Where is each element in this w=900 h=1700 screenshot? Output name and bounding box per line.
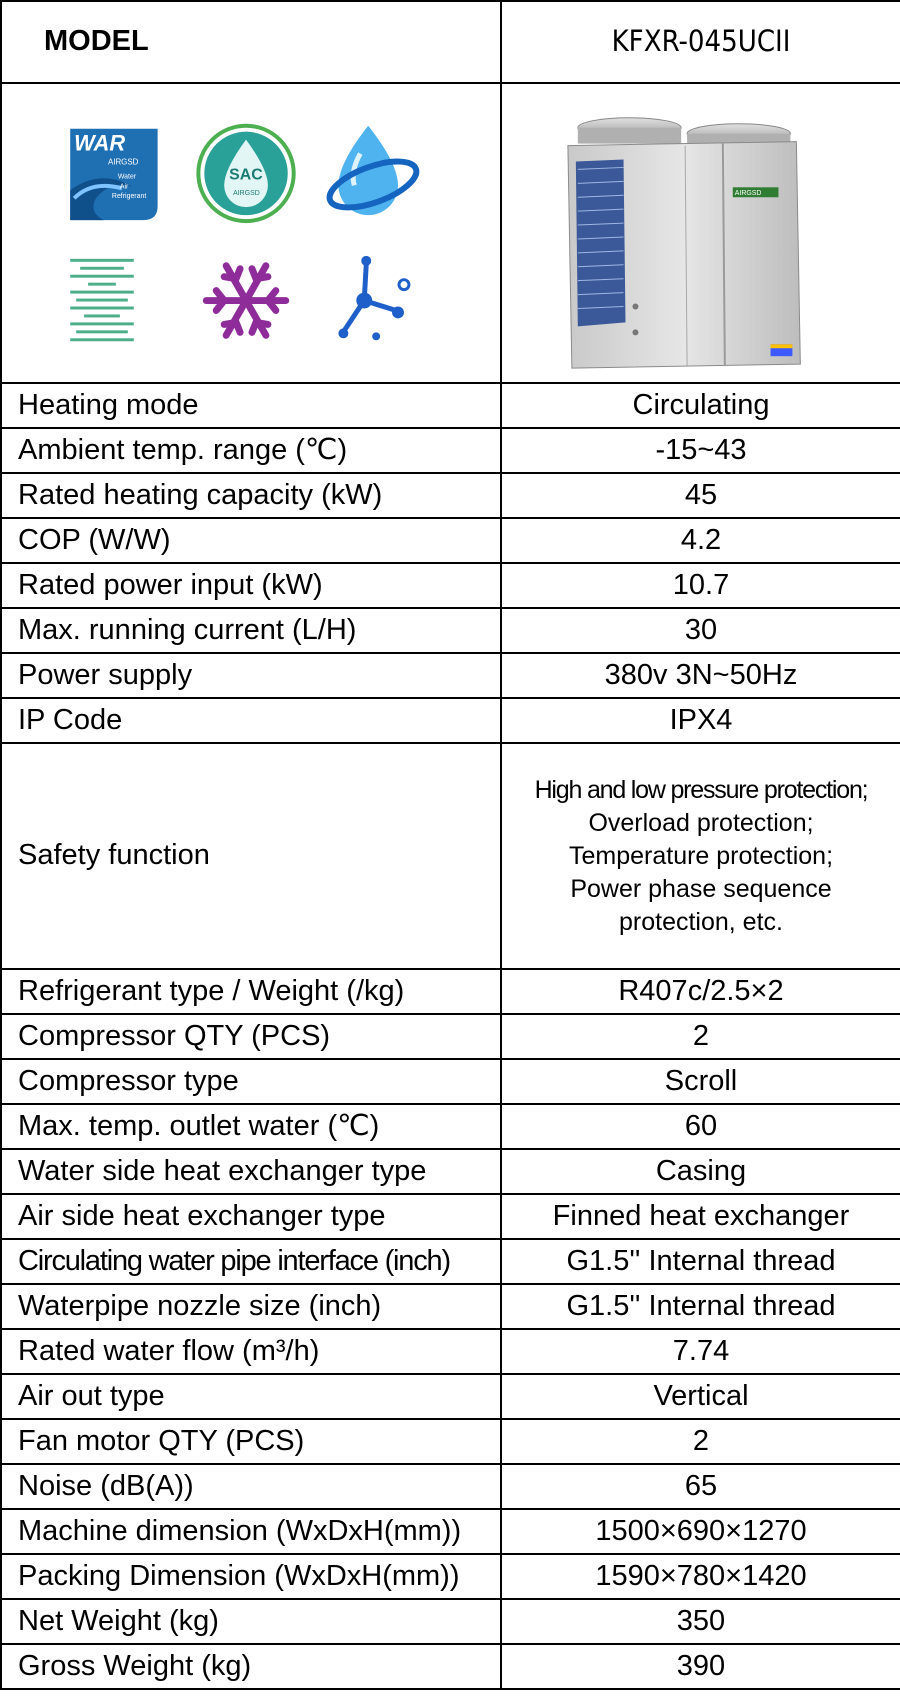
spec-label: Heating mode — [1, 383, 501, 428]
spec-value: 350 — [501, 1599, 900, 1644]
spec-value: 2 — [501, 1014, 900, 1059]
heat-exchanger-lines-icon — [70, 259, 134, 341]
spec-row — [1, 969, 900, 1014]
spec-row — [1, 1419, 900, 1464]
spec-row — [1, 1149, 900, 1194]
spec-row — [1, 653, 900, 698]
product-image-cell — [501, 83, 900, 383]
spec-row — [1, 1464, 900, 1509]
spec-row — [1, 698, 900, 743]
spec-label: COP (W/W) — [1, 518, 501, 563]
spec-row — [1, 1284, 900, 1329]
spec-value: 30 — [501, 608, 900, 653]
spec-row — [1, 1509, 900, 1554]
spec-row — [1, 1194, 900, 1239]
spec-label: Fan motor QTY (PCS) — [1, 1419, 501, 1464]
spec-row — [1, 1104, 900, 1149]
model-label: MODEL — [1, 1, 501, 83]
spec-row — [1, 608, 900, 653]
safety-line: High and low pressure protection; — [534, 775, 868, 804]
spec-value: G1.5'' Internal thread — [501, 1239, 900, 1284]
svg-text:AIRGSD: AIRGSD — [107, 157, 139, 167]
spec-value: 4.2 — [501, 518, 900, 563]
spec-row — [1, 1374, 900, 1419]
spec-value: G1.5'' Internal thread — [501, 1284, 900, 1329]
spec-label: Water side heat exchanger type — [1, 1149, 501, 1194]
spec-value: 60 — [501, 1104, 900, 1149]
spec-label: Packing Dimension (WxDxH(mm)) — [1, 1554, 501, 1599]
feature-logos — [2, 84, 500, 382]
spec-label: Air side heat exchanger type — [1, 1194, 501, 1239]
spec-value: Finned heat exchanger — [501, 1194, 900, 1239]
spec-value: 2 — [501, 1419, 900, 1464]
spec-label: Waterpipe nozzle size (inch) — [1, 1284, 501, 1329]
spec-value: 1500×690×1270 — [501, 1509, 900, 1554]
sac-logo-text: SAC — [229, 166, 263, 184]
svg-text:Refrigerant: Refrigerant — [111, 193, 147, 201]
spec-value: 380v 3N~50Hz — [501, 653, 900, 698]
war-logo-icon — [70, 129, 157, 220]
spec-label: Compressor type — [1, 1059, 501, 1104]
svg-text:Water: Water — [117, 173, 137, 181]
spec-row — [1, 428, 900, 473]
spec-row — [1, 1329, 900, 1374]
spec-label: Power supply — [1, 653, 501, 698]
safety-label: Safety function — [1, 743, 501, 969]
spec-value: 65 — [501, 1464, 900, 1509]
spec-label: Gross Weight (kg) — [1, 1644, 501, 1689]
spec-value: -15~43 — [501, 428, 900, 473]
safety-value — [501, 743, 900, 969]
spec-row — [1, 518, 900, 563]
spec-row — [1, 1554, 900, 1599]
spec-row — [1, 1059, 900, 1104]
spec-value: Scroll — [501, 1059, 900, 1104]
model-row — [1, 1, 900, 83]
spec-value: 7.74 — [501, 1329, 900, 1374]
spec-row — [1, 473, 900, 518]
spec-label: Machine dimension (WxDxH(mm)) — [1, 1509, 501, 1554]
spec-row — [1, 1014, 900, 1059]
spec-label: Compressor QTY (PCS) — [1, 1014, 501, 1059]
spec-value: 390 — [501, 1644, 900, 1689]
spec-label: Max. running current (L/H) — [1, 608, 501, 653]
spec-label: IP Code — [1, 698, 501, 743]
spec-label: Max. temp. outlet water (℃) — [1, 1104, 501, 1149]
image-row — [1, 83, 900, 383]
spec-value: IPX4 — [501, 698, 900, 743]
svg-text:Air: Air — [119, 183, 129, 191]
feature-logos-cell — [1, 83, 501, 383]
safety-line: Temperature protection; — [568, 841, 834, 870]
spec-value: Circulating — [501, 383, 900, 428]
sac-logo-icon — [198, 126, 293, 221]
spec-label: Refrigerant type / Weight (/kg) — [1, 969, 501, 1014]
spec-value: 1590×780×1420 — [501, 1554, 900, 1599]
safety-line: Power phase sequence — [570, 874, 832, 903]
spec-value: 10.7 — [501, 563, 900, 608]
spec-row — [1, 383, 900, 428]
war-logo-text: WAR — [74, 130, 126, 156]
snowflake-icon — [206, 266, 285, 336]
water-drop-orbit-icon — [324, 126, 422, 217]
spec-value: R407c/2.5×2 — [501, 969, 900, 1014]
safety-line: protection, etc. — [619, 907, 783, 936]
spec-value: 45 — [501, 473, 900, 518]
safety-line: Overload protection; — [588, 808, 814, 837]
spec-value: Casing — [501, 1149, 900, 1194]
spec-value: Vertical — [501, 1374, 900, 1419]
model-value: KFXR-045UCII — [501, 1, 900, 83]
safety-row — [1, 743, 900, 969]
spec-label: Circulating water pipe interface (inch) — [1, 1239, 501, 1284]
molecule-icon — [338, 256, 409, 340]
spec-label: Rated water flow (m³/h) — [1, 1329, 501, 1374]
spec-label: Rated heating capacity (kW) — [1, 473, 501, 518]
product-badge-text: AIRGSD — [734, 190, 762, 198]
spec-label: Ambient temp. range (℃) — [1, 428, 501, 473]
spec-label: Net Weight (kg) — [1, 1599, 501, 1644]
spec-row — [1, 1644, 900, 1689]
svg-text:AIRGSD: AIRGSD — [233, 190, 260, 198]
spec-row — [1, 1599, 900, 1644]
heat-pump-unit-icon — [502, 84, 900, 382]
spec-label: Noise (dB(A)) — [1, 1464, 501, 1509]
spec-label: Air out type — [1, 1374, 501, 1419]
spec-row — [1, 563, 900, 608]
spec-label: Rated power input (kW) — [1, 563, 501, 608]
spec-row — [1, 1239, 900, 1284]
